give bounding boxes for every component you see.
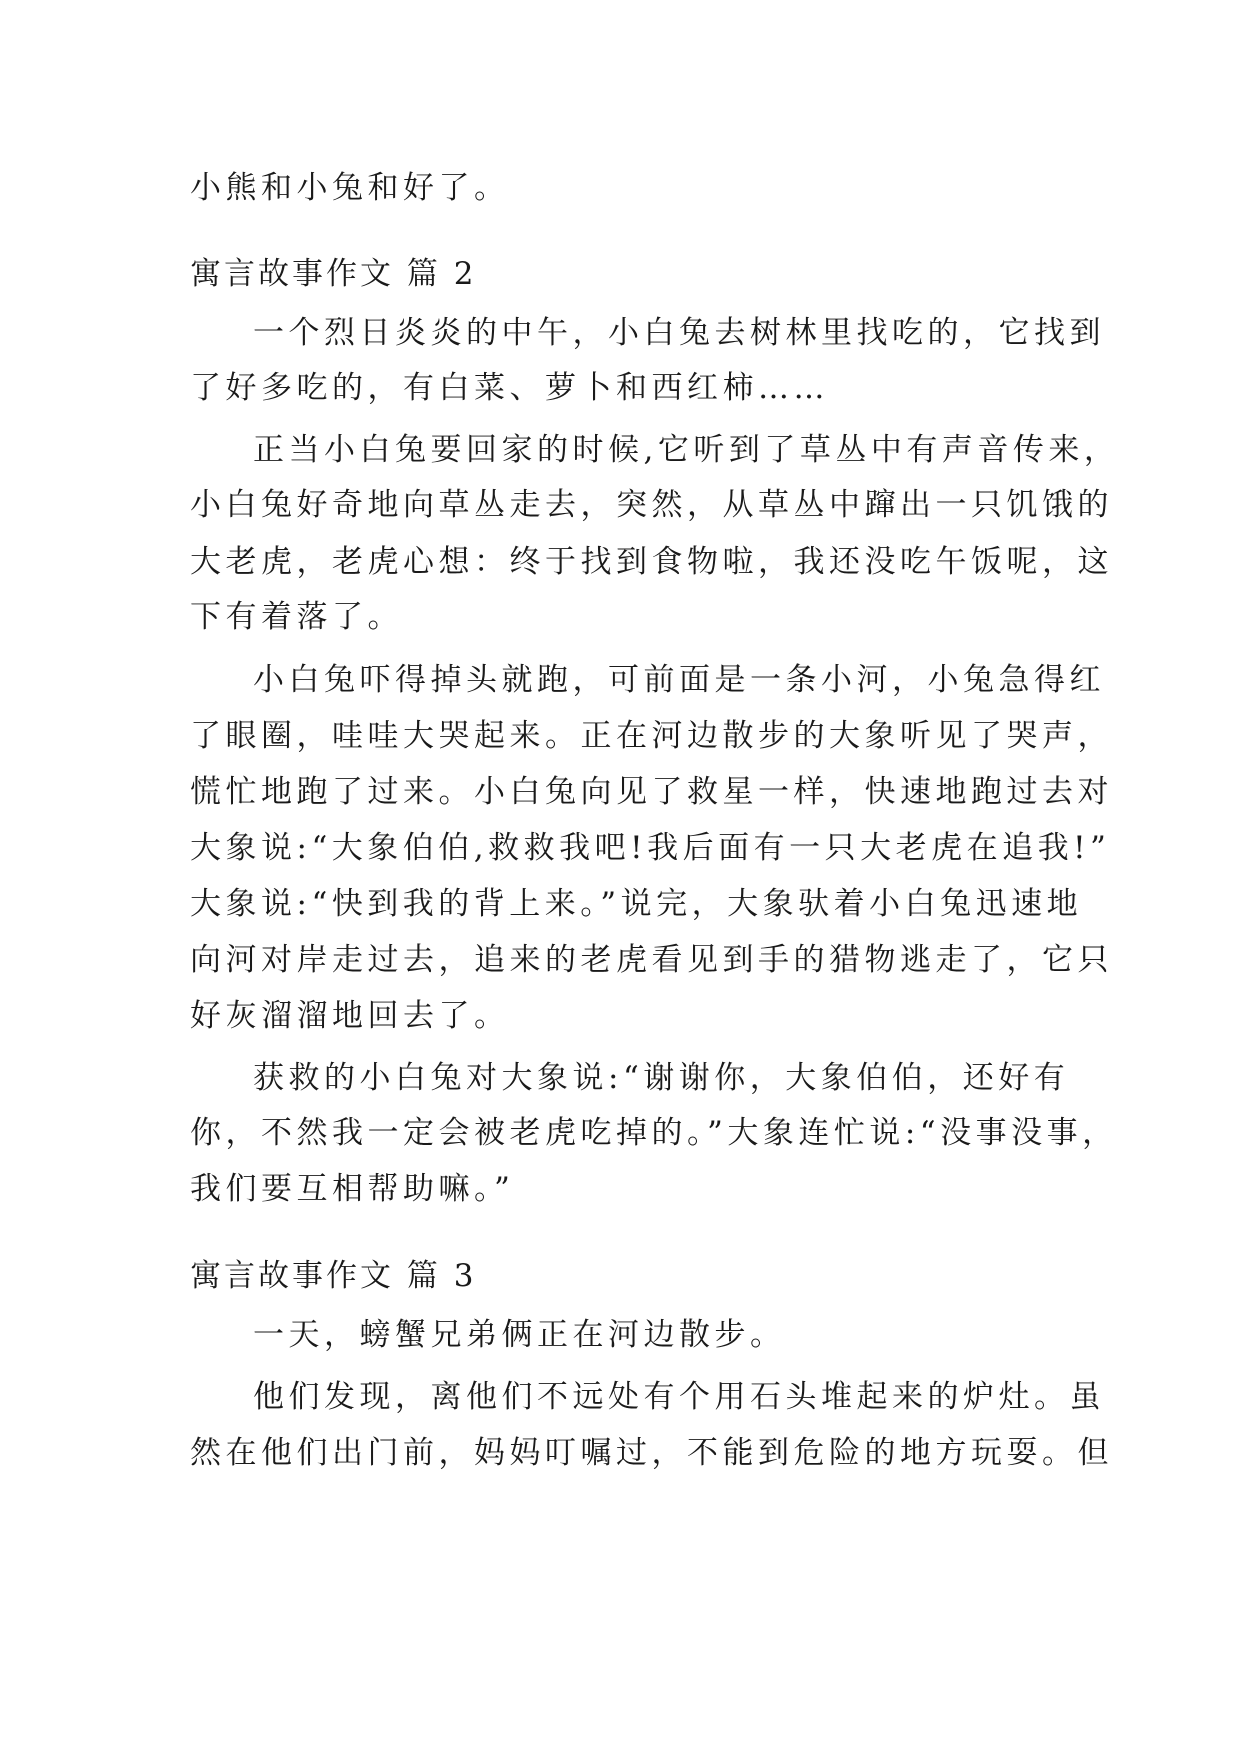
paragraph-line: 一天，螃蟹兄弟俩正在河边散步。 [253,1317,786,1353]
paragraph-line: 慌忙地跑了过来。小白兔向见了救星一样，快速地跑过去对 [190,774,1113,810]
paragraph-line: 一个烈日炎炎的中午，小白兔去树林里找吃的，它找到 [253,315,1105,351]
paragraph-line: 小白兔好奇地向草丛走去，突然，从草丛中蹿出一只饥饿的 [190,487,1113,523]
paragraph-line: 你，不然我一定会被老虎吃掉的。”大象连忙说:“没事没事， [190,1115,1118,1151]
paragraph-line: 大象说:“快到我的背上来。”说完，大象驮着小白兔迅速地 [190,886,1083,922]
section-heading-2: 寓言故事作文 篇 2 [190,256,477,292]
paragraph-line: 正当小白兔要回家的时候,它听到了草丛中有声音传来， [253,432,1120,468]
paragraph-line: 了好多吃的，有白菜、萝卜和西红柿…… [190,370,829,406]
paragraph-line: 好灰溜溜地回去了。 [190,998,510,1034]
paragraph-line: 然在他们出门前，妈妈叮嘱过，不能到危险的地方玩耍。但 [190,1435,1113,1471]
section-heading-3: 寓言故事作文 篇 3 [190,1258,477,1294]
paragraph-line: 小白兔吓得掉头就跑，可前面是一条小河，小兔急得红 [253,662,1105,698]
paragraph-line: 大老虎，老虎心想：终于找到食物啦，我还没吃午饭呢，这 [190,544,1113,580]
paragraph-line: 下有着落了。 [190,599,403,635]
paragraph-line: 了眼圈，哇哇大哭起来。正在河边散步的大象听见了哭声， [190,718,1113,754]
paragraph-line: 大象说:“大象伯伯,救救我吧!我后面有一只大老虎在追我!” [190,830,1111,866]
paragraph-line: 向河对岸走过去，追来的老虎看见到手的猎物逃走了，它只 [190,942,1113,978]
continuation-line: 小熊和小兔和好了。 [190,170,510,206]
paragraph-line: 他们发现，离他们不远处有个用石头堆起来的炉灶。虽 [253,1379,1105,1415]
paragraph-line: 获救的小白兔对大象说:“谢谢你，大象伯伯，还好有 [253,1060,1070,1096]
paragraph-line: 我们要互相帮助嘛。” [190,1171,515,1207]
